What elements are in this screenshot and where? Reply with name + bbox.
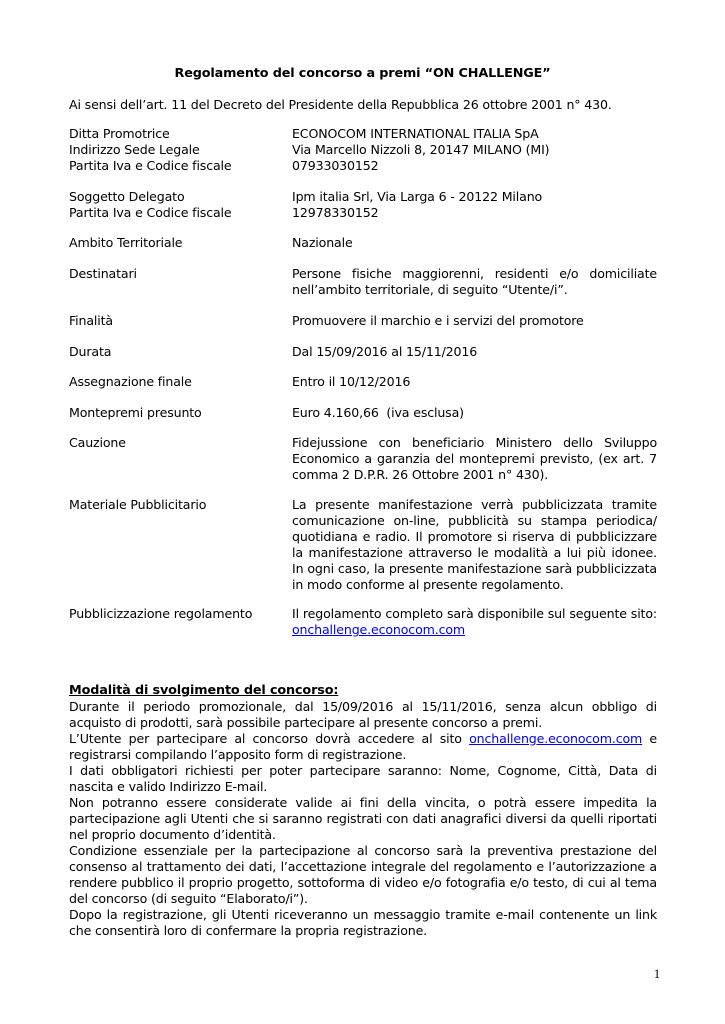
paragraph-period: Durante il periodo promozionale, dal 15/09/2016 al 15/11/2016, senza alcun obbligo di acquisto di prodotti, sarà possibile partecipare al presente concorso a premi. [69, 699, 657, 730]
sede-label: Indirizzo Sede Legale [69, 142, 200, 157]
assegnazione-value: Entro il 10/12/2016 [292, 374, 411, 389]
ambito-value: Nazionale [292, 235, 353, 250]
durata-value: Dal 15/09/2016 al 15/11/2016 [292, 344, 478, 359]
destinatari-value: Persone fisiche maggiorenni, residenti e/o domiciliate nell’ambito territoriale, di seguito “Utente/i”. [292, 266, 657, 297]
paragraph-required-data: I dati obbligatori richiesti per poter partecipare saranno: Nome, Cognome, Città, Data di nascita e valido Indirizzo E-mail. [69, 763, 657, 794]
paragraph-confirmation: Dopo la registrazione, gli Utenti riceveranno un messaggio tramite e-mail contenente un link che consentirà loro di confermare la propria registrazione. [69, 907, 657, 938]
finalita-value: Promuovere il marchio e i servizi del promotore [292, 313, 584, 328]
paragraph-condition: Condizione essenziale per la partecipazione al concorso sarà la preventiva prestazione del consenso al trattamento dei dati, l’accettazione integrale del regolamento e l’autorizzazione a rendere pubblico il proprio progetto, sottoforma di video e/o fotografia e/o testo, di cui al tema del concorso (di seguito “Elaborato/i”). [69, 843, 657, 906]
materiale-label: Materiale Pubblicitario [69, 497, 207, 512]
piva-delegato-value: 12978330152 [292, 205, 379, 220]
piva-delegato-label: Partita Iva e Codice fiscale [69, 205, 232, 220]
paragraph-validity: Non potranno essere considerate valide ai fini della vincita, o potrà essere impedita la partecipazione agli Utenti che si saranno registrati con dati anagrafici diversi da quelli riportati nel proprio documento d’identità. [69, 795, 657, 842]
section-heading: Modalità di svolgimento del concorso: [69, 683, 339, 698]
finalita-label: Finalità [69, 313, 113, 328]
materiale-value: La presente manifestazione verrà pubblicizzata tramite comunicazione on-line, pubblicità su stampa periodica/ quotidiana e radio. Il promotore si riserva di pubblicizzare la manifestazione attraverso le modalità a lui più idonee. In ogni caso, la presente manifestazione sarà pubblicizzata in modo conforme al presente regolamento. [292, 497, 657, 592]
sede-value: Via Marcello Nizzoli 8, 20147 MILANO (MI) [292, 142, 550, 157]
access-text-before: L’Utente per partecipare al concorso dovrà accedere al sito [69, 731, 470, 746]
document-title: Regolamento del concorso a premi “ON CHALLENGE” [174, 66, 551, 81]
cauzione-label: Cauzione [69, 435, 126, 450]
site-link[interactable]: onchallenge.econocom.com [469, 731, 643, 746]
cauzione-value: Fidejussione con beneficiario Ministero dello Sviluppo Economico a garanzia del montepremi previsto, (ex art. 7 comma 2 D.P.R. 26 Ottobre 2001 n° 430). [292, 435, 657, 482]
access-text-after: e registrarsi compilando l’apposito form di registrazione. [69, 731, 657, 762]
durata-label: Durata [69, 344, 112, 359]
ditta-value: ECONOCOM INTERNATIONAL ITALIA SpA [292, 126, 539, 141]
destinatari-label: Destinatari [69, 266, 137, 281]
piva-label: Partita Iva e Codice fiscale [69, 158, 232, 173]
assegnazione-label: Assegnazione finale [69, 374, 192, 389]
delegato-value: Ipm italia Srl, Via Larga 6 - 20122 Milano [292, 189, 543, 204]
pubblicizzazione-value: Il regolamento completo sarà disponibile sul seguente sito: [292, 606, 657, 621]
paragraph-access [69, 731, 657, 763]
intro-paragraph: Ai sensi dell’art. 11 del Decreto del Presidente della Repubblica 26 ottobre 2001 n° 430. [69, 97, 612, 112]
regolamento-link[interactable]: onchallenge.econocom.com [292, 622, 466, 637]
delegato-label: Soggetto Delegato [69, 189, 185, 204]
modalita-section [69, 683, 657, 939]
ditta-label: Ditta Promotrice [69, 126, 170, 141]
pubblicizzazione-label: Pubblicizzazione regolamento [69, 606, 253, 621]
montepremi-label: Montepremi presunto [69, 405, 202, 420]
page-number: 1 [653, 967, 660, 981]
ambito-label: Ambito Territoriale [69, 235, 183, 250]
montepremi-value: Euro 4.160,66 (iva esclusa) [292, 405, 464, 420]
piva-value: 07933030152 [292, 158, 379, 173]
